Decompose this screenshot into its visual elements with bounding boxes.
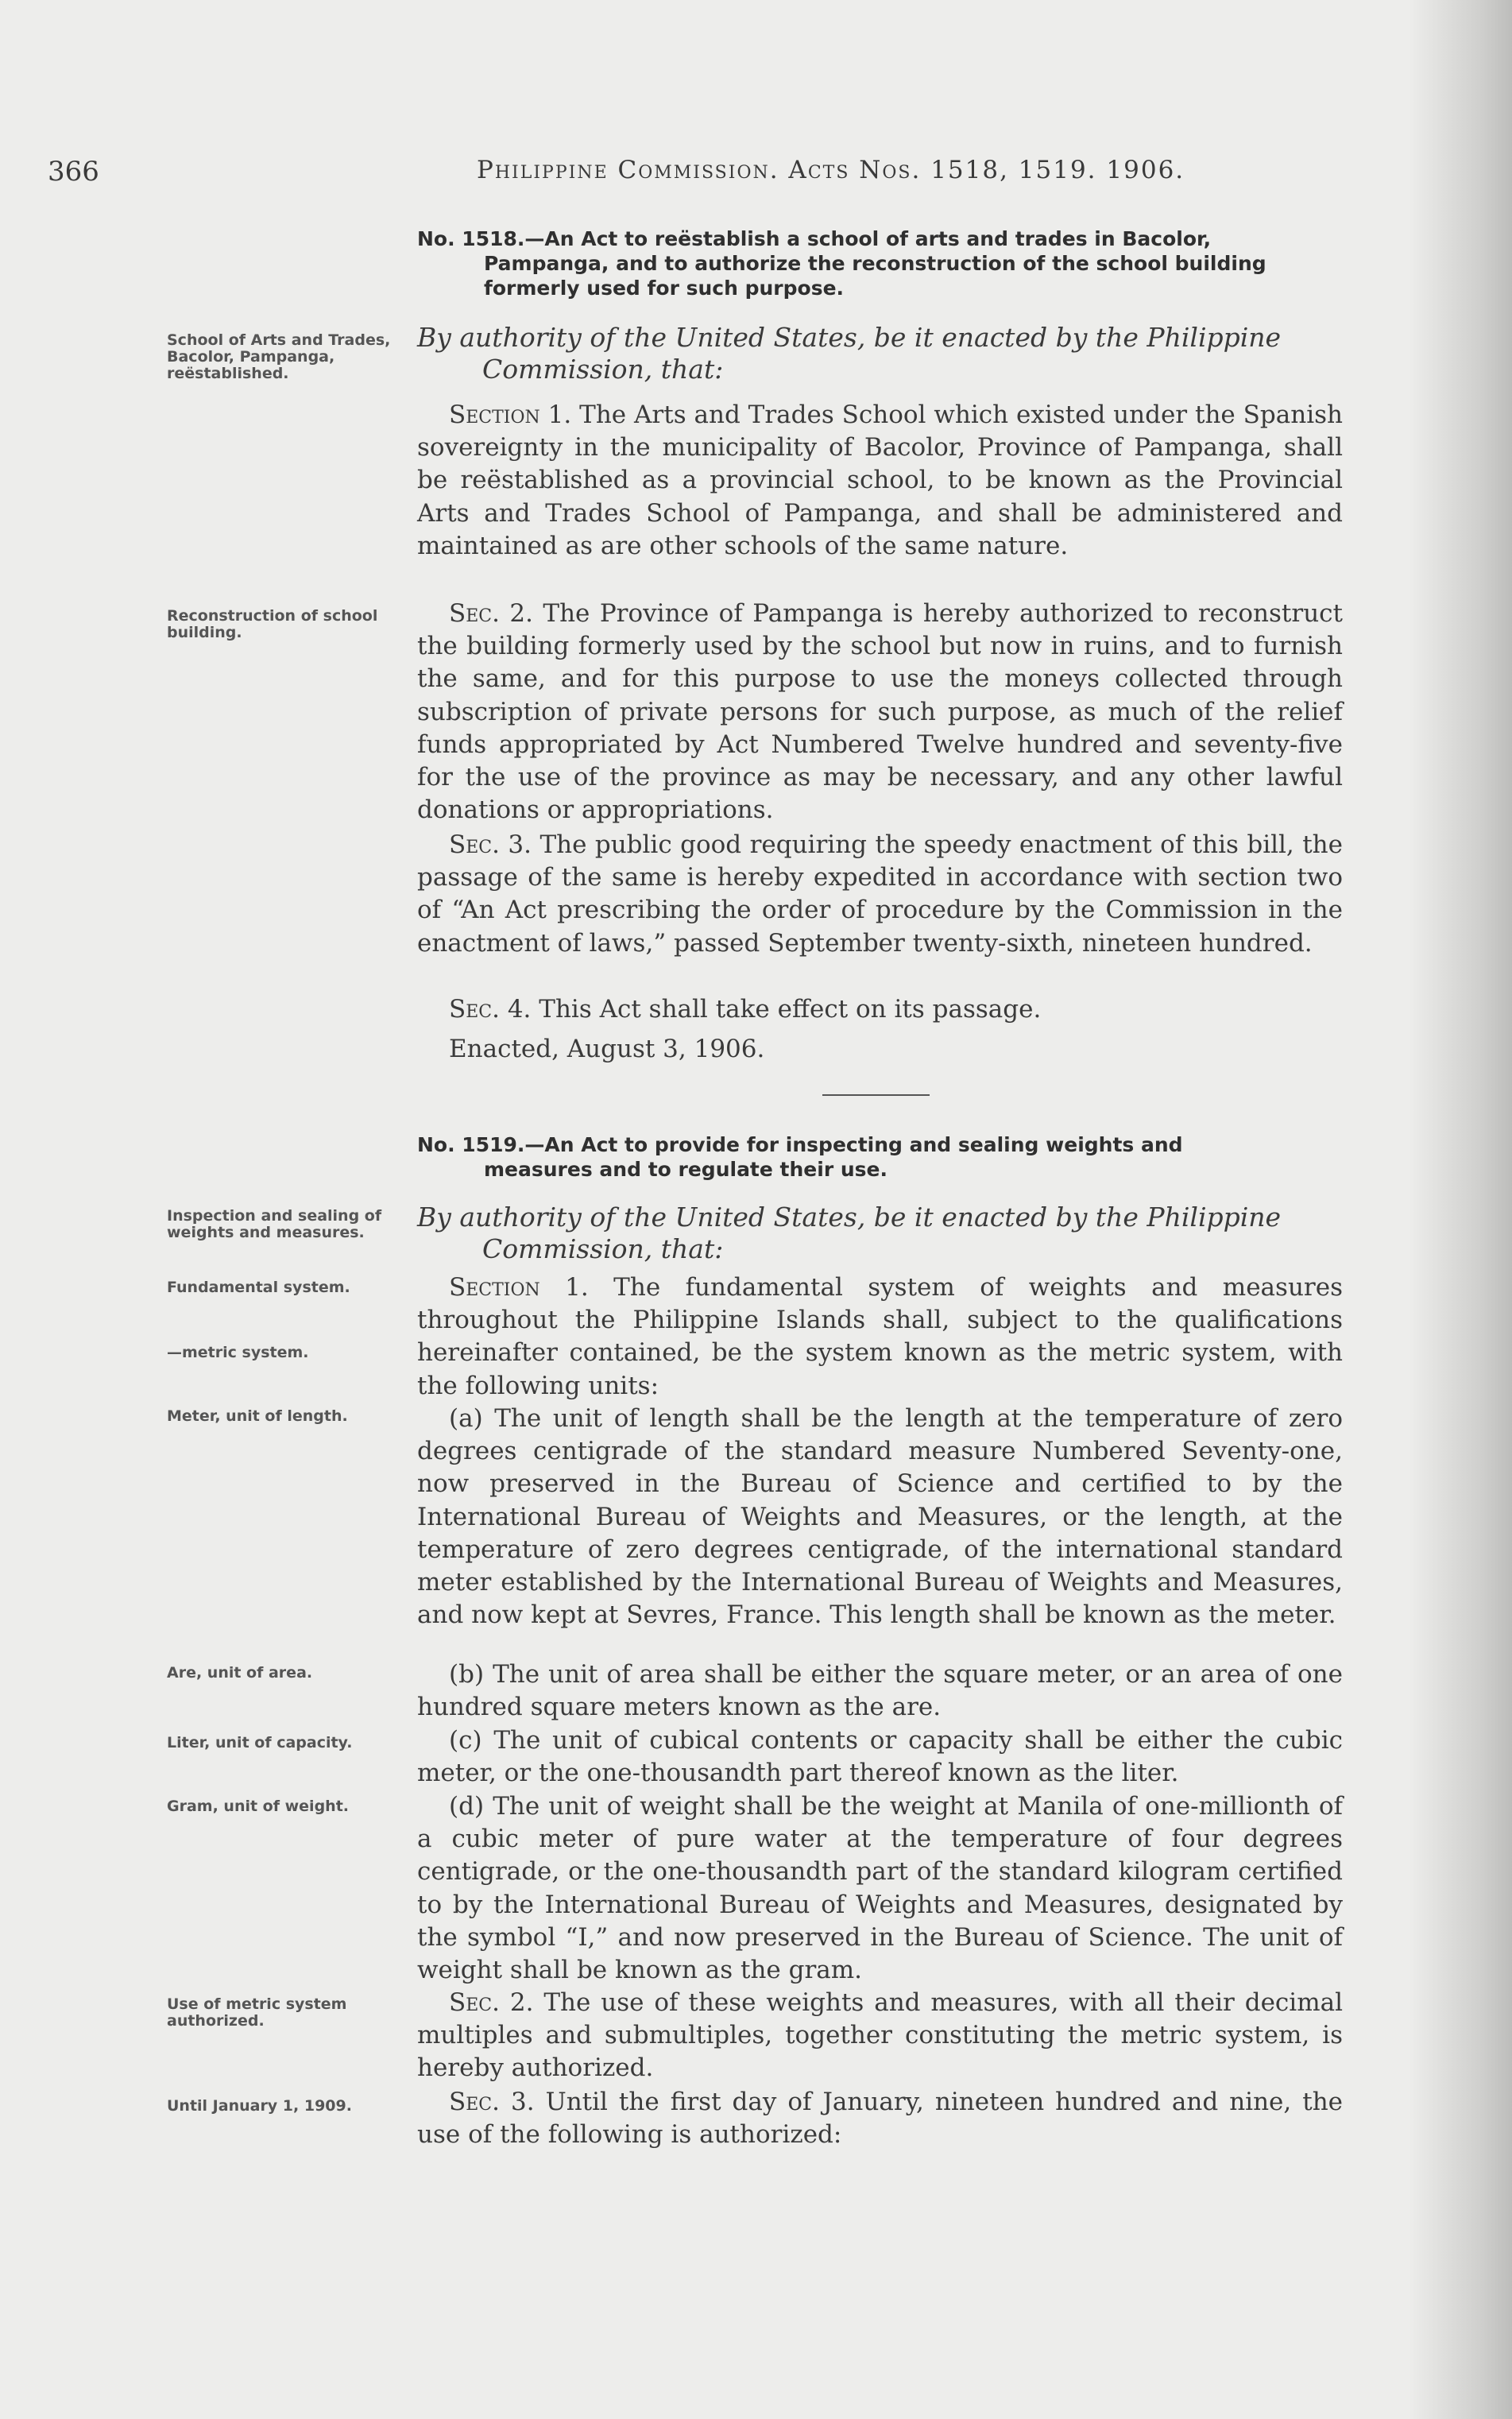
page-number: 366 <box>48 156 99 188</box>
section-label: Sec. 3. <box>449 2088 535 2116</box>
act-1519-clause-b <box>417 1658 1343 1724</box>
act-1519-section-1 <box>417 1271 1343 1403</box>
clause-label: (d) <box>449 1792 485 1821</box>
section-label: Sec. 2. <box>449 1988 534 2017</box>
section-text: This Act shall take effect on its passage. <box>539 995 1042 1024</box>
margin-note-meter: Meter, unit of length. <box>167 1407 348 1425</box>
act-1519-clause-c <box>417 1724 1343 1790</box>
section-label: Section 1. <box>449 401 572 429</box>
margin-note-until-january: Until January 1, 1909. <box>167 2097 352 2115</box>
section-label: Section 1. <box>449 1273 589 1302</box>
section-text: Until the first day of January, nineteen hundred and nine, the use of the following is authorized: <box>417 2088 1344 2150</box>
section-text: The Province of Pampanga is hereby authorized to reconstruct the building formerly used by the school but now in ruins, and to furnish the same, and for this purpose to use the moneys collected through subscription of private persons for such purpose, as much of the relief funds appropriated by Act Numbered Twelve hundred and seventy-five for the use of the province as may be necessary, and any other lawful donations or appropriations. <box>417 599 1343 825</box>
act-1518-enacted-date <box>417 1033 1343 1066</box>
act-1518-number: No. 1518. <box>417 227 525 250</box>
clause-text: The unit of weight shall be the weight at Manila of one-millionth of a cubic meter of pure water at the temperature of four degrees centigrade, or the one-thousandth part of the standard kilogram certified to by the International Bureau of Weights and Measures, designated by the symbol “I,” and now preserved in the Bureau of Science. The unit of weight shall be known as the gram. <box>417 1792 1343 1985</box>
section-label: Sec. 4. <box>449 995 532 1024</box>
act-1518-section-2 <box>417 598 1343 826</box>
margin-note-gram: Gram, unit of weight. <box>167 1798 349 1815</box>
section-text: The Arts and Trades School which existed under the Spanish sovereignty in the municipality of Bacolor, Province of Pampanga, shall be reëstablished as a provincial school, to be known as the Provincial Arts and Trades School of Pampanga, and shall be administered and maintained as are other schools of the same nature. <box>417 401 1343 560</box>
act-1519-title-rest: measures and to regulate their use. <box>484 1158 887 1181</box>
act-1519-clause-d <box>417 1790 1343 1987</box>
act-1518-section-1 <box>417 399 1343 563</box>
act-1519-clause-a <box>417 1403 1343 1631</box>
section-text: The use of these weights and measures, with all their decimal multiples and submultiples, together constituting the metric system, is hereby authorized. <box>417 1988 1343 2083</box>
margin-note-are: Are, unit of area. <box>167 1664 313 1682</box>
section-label: Sec. 2. <box>449 599 533 628</box>
act-1518-section-4 <box>417 993 1343 1026</box>
act-1518-enacting-clause <box>417 322 1343 385</box>
act-divider <box>822 1094 930 1096</box>
clause-label: (a) <box>449 1404 483 1433</box>
section-text: The public good requiring the speedy enactment of this bill, the passage of the same is hereby expedited in accordance with section two of “An Act prescribing the order of procedure by the Commission in the enactment of laws,” passed September twenty-sixth, nineteen hundred. <box>417 830 1343 958</box>
margin-note-metric-system: —metric system. <box>167 1344 309 1361</box>
act-1518-enact-line-2: Commission, that: <box>482 354 724 385</box>
act-1519-number: No. 1519. <box>417 1133 525 1156</box>
clause-label: (b) <box>449 1660 485 1689</box>
clause-text: The unit of area shall be either the square meter, or an area of one hundred square meters known as the are. <box>417 1660 1343 1722</box>
margin-note-liter: Liter, unit of capacity. <box>167 1734 353 1751</box>
clause-text: The unit of length shall be the length at the temperature of zero degrees centigrade of the standard measure Numbered Seventy-one, now preserved in the Bureau of Science and certified to by the International Bureau of Weights and Measures, or the length, at the temperature of zero degrees centigrade, of the international standard meter established by the International Bureau of Weights and Measures, and now kept at Sevres, France. This length shall be known as the meter. <box>417 1404 1343 1630</box>
act-1519-title-first: —An Act to provide for inspecting and sealing weights and <box>524 1133 1183 1156</box>
act-1519-enact-line-1: By authority of the United States, be it enacted by the Philippine <box>417 1202 1282 1233</box>
section-label: Sec. 3. <box>449 830 532 859</box>
act-1518-heading <box>417 226 1343 300</box>
running-head: Philippine Commission. Acts Nos. 1518, 1519. 1906. <box>477 156 1185 184</box>
act-1519-heading <box>417 1132 1343 1182</box>
page-edge-shadow <box>1409 0 1512 2419</box>
clause-label: (c) <box>449 1726 482 1755</box>
act-1518-title-first: —An Act to reëstablish a school of arts and trades in Bacolor, <box>524 227 1212 250</box>
section-text: The fundamental system of weights and measures throughout the Philippine Islands shall, subject to the qualifications hereinafter contained, be the system known as the metric system, with the following units: <box>417 1273 1343 1400</box>
enacted-date: Enacted, August 3, 1906. <box>449 1035 765 1063</box>
act-1518-enact-line-1: By authority of the United States, be it enacted by the Philippine <box>417 322 1282 353</box>
margin-note-inspection: Inspection and sealing of weights and measures. <box>167 1207 382 1241</box>
act-1519-enacting-clause <box>417 1202 1343 1265</box>
margin-note-reconstruction: Reconstruction of school building. <box>167 607 378 641</box>
margin-note-fundamental-system: Fundamental system. <box>167 1279 350 1296</box>
act-1519-section-2 <box>417 1987 1343 2085</box>
margin-note-use-of-metric: Use of metric system authorized. <box>167 1995 347 2030</box>
act-1519-enact-line-2: Commission, that: <box>482 1233 724 1264</box>
act-1518-section-3 <box>417 829 1343 960</box>
margin-note-school-reestablished: School of Arts and Trades, Bacolor, Pampanga, reëstablished. <box>167 331 391 382</box>
act-1518-title-rest: Pampanga, and to authorize the reconstruction of the school building formerly used for such purpose. <box>484 252 1266 300</box>
clause-text: The unit of cubical contents or capacity shall be either the cubic meter, or the one-thousandth part thereof known as the liter. <box>417 1726 1343 1788</box>
act-1519-section-3 <box>417 2086 1343 2151</box>
